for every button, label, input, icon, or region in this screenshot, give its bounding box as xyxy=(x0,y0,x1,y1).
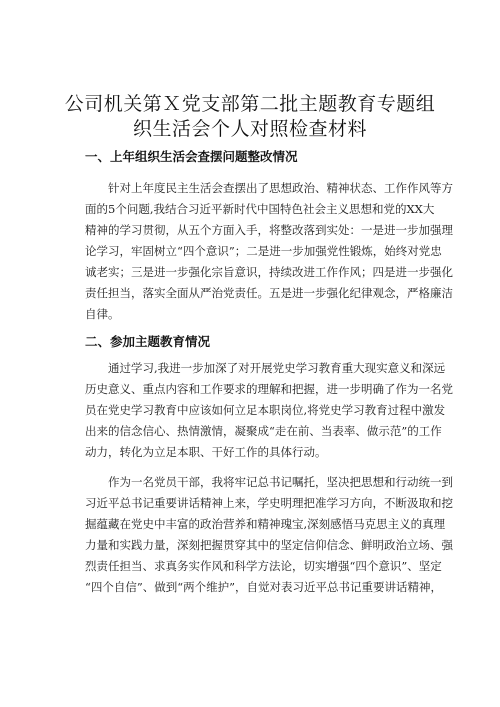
section-2-para-1-line-1: 通过学习,我进一步加深了对开展党史学习教育重大现实意义和深远 xyxy=(108,361,446,375)
section-1-line-5: 诚老实；三是进一步强化宗旨意识，持续改进工作作风；四是进一步强化 xyxy=(85,265,453,279)
section-2-para-2-line-4: 力量和实践力量，深刻把握贯穿其中的坚定信仰信念、鲜明政治立场、强 xyxy=(85,538,453,552)
section-1-heading: 一、上年组织生活会查摆问题整改情况 xyxy=(85,149,298,164)
section-2-heading: 二、参加主题教育情况 xyxy=(85,334,211,349)
section-2-para-2-line-3: 掘蕴藏在党史中丰富的政治营养和精神瑰宝,深刻感悟马克思主义的真理 xyxy=(85,517,446,531)
section-2-para-2-line-2: 习近平总书记重要讲话精神上来，学史明理把准学习方向，不断汲取和挖 xyxy=(85,496,453,510)
document-title-line-2: 织生活会个人对照检查材料 xyxy=(132,118,367,140)
section-2-para-1-line-2: 历史意义、重点内容和工作要求的理解和把握，进一步明确了作为一名党 xyxy=(85,382,453,396)
section-1-line-2: 面的5个问题,我结合习近平新时代中国特色社会主义思想和党的XX大 xyxy=(85,202,435,216)
section-2-para-2-line-6: “四个自信”、做到“两个维护”，自觉对表习近平总书记重要讲话精神， xyxy=(85,580,443,594)
section-1-line-4: 论学习，牢固树立“四个意识”；二是进一步加强党性锻炼，始终对党忠 xyxy=(85,244,442,258)
section-2-para-2-line-1: 作为一名党员干部，我将牢记总书记嘱托，坚决把思想和行动统一到 xyxy=(108,475,453,489)
section-2-para-2-line-5: 烈责任担当、求真务实作风和科学方法论，切实增强“四个意识”、坚定 xyxy=(85,559,442,573)
section-1-line-7: 自律。 xyxy=(85,307,120,321)
document-title-line-1: 公司机关第Ｘ党支部第二批主题教育专题组 xyxy=(64,93,436,115)
section-2-para-1-line-5: 动力，转化为立足本职、干好工作的具体行动。 xyxy=(85,445,327,459)
section-2-para-1-line-3: 员在党史学习教育中应该如何立足本职岗位,将党史学习教育过程中激发 xyxy=(85,403,446,417)
section-1-line-6: 责任担当，落实全面从严治党责任。五是进一步强化纪律观念，严格廉洁 xyxy=(85,286,453,300)
section-2-para-1-line-4: 出来的信念信心、热情激情，凝聚成“走在前、当表率、做示范”的工作 xyxy=(85,424,442,438)
section-1-line-1: 针对上年度民主生活会查摆出了思想政治、精神状态、工作作风等方 xyxy=(108,181,453,195)
section-1-line-3: 精神的学习贯彻，从五个方面入手，将整改落到实处：一是进一步加强理 xyxy=(85,223,453,237)
